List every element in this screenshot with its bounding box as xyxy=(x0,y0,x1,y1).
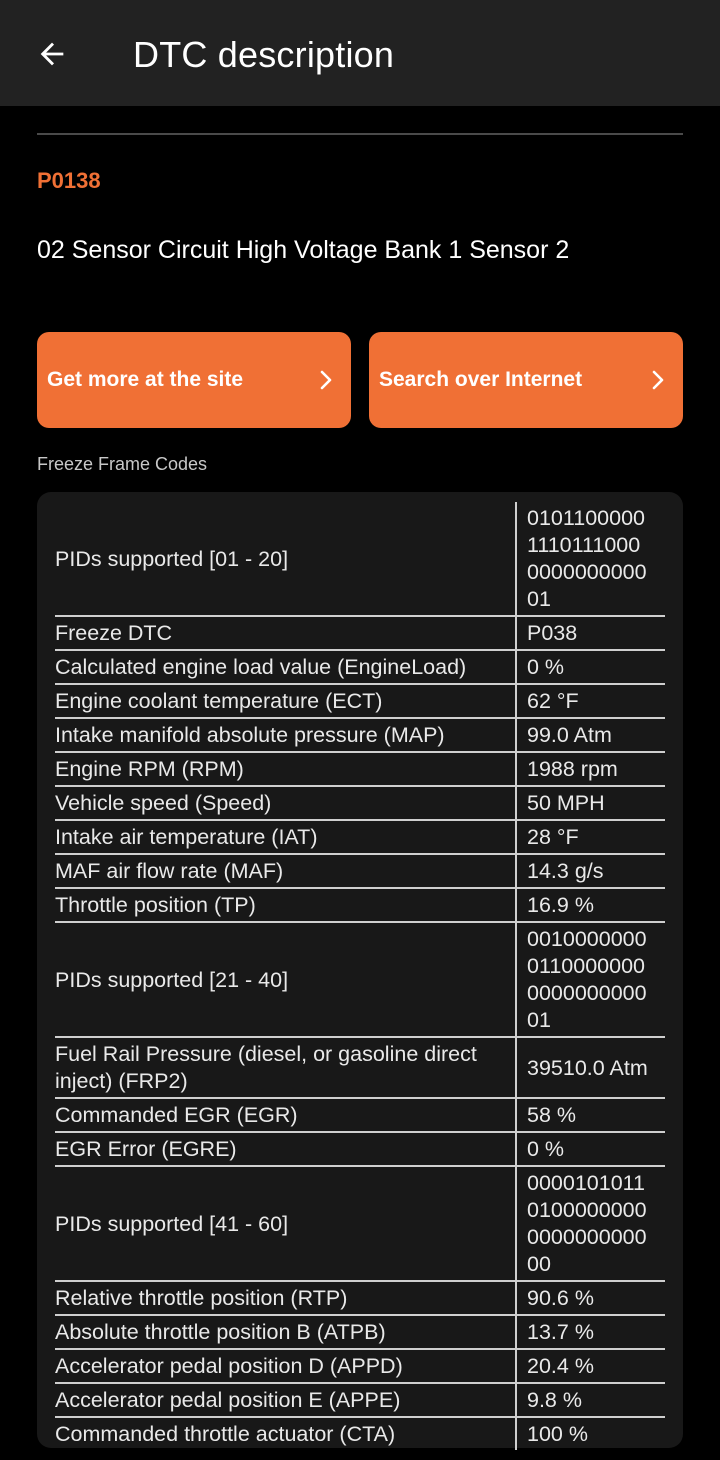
table-row xyxy=(55,854,665,888)
pid-name: Throttle position (TP) xyxy=(55,888,516,922)
table-row xyxy=(55,752,665,786)
arrow-left-icon xyxy=(35,37,69,71)
pid-value: 99.0 Atm xyxy=(516,718,665,752)
table-row xyxy=(55,1098,665,1132)
pid-name: Commanded throttle actuator (CTA) xyxy=(55,1422,396,1446)
freeze-frame-label: Freeze Frame Codes xyxy=(37,454,208,474)
table-row xyxy=(55,1417,665,1450)
pid-name: Calculated engine load value (EngineLoad) xyxy=(55,650,516,684)
table-row xyxy=(55,786,665,820)
pid-name: Relative throttle position (RTP) xyxy=(55,1281,516,1315)
pid-value: 39510.0 Atm xyxy=(516,1037,665,1098)
table-row xyxy=(55,820,665,854)
pid-name: MAF air flow rate (MAF) xyxy=(55,854,516,888)
pid-name: Freeze DTC xyxy=(55,616,516,650)
pid-value: 90.6 % xyxy=(516,1281,665,1315)
search-over-internet-label: Search over Internet xyxy=(379,368,583,391)
chevron-right-icon xyxy=(651,369,665,391)
pid-name: Fuel Rail Pressure (diesel, or gasoline direct inject) (FRP2) xyxy=(55,1037,516,1098)
dtc-code: P0138 xyxy=(37,168,101,193)
pid-value: 62 °F xyxy=(516,684,665,718)
table-row xyxy=(55,684,665,718)
pid-name: PIDs supported [01 - 20] xyxy=(55,502,516,616)
pid-value: 1988 rpm xyxy=(516,752,665,786)
dtc-description: 02 Sensor Circuit High Voltage Bank 1 Sensor 2 xyxy=(37,236,570,264)
back-button[interactable] xyxy=(26,28,78,80)
search-over-internet-button[interactable] xyxy=(369,332,683,428)
pid-value: P038 xyxy=(516,616,665,650)
pid-name: Vehicle speed (Speed) xyxy=(55,786,516,820)
app-bar xyxy=(0,0,720,106)
pid-value: 16.9 % xyxy=(516,888,665,922)
table-row xyxy=(55,1349,665,1383)
pid-value: 13.7 % xyxy=(516,1315,665,1349)
pid-name: PIDs supported [21 - 40] xyxy=(55,922,516,1037)
table-row xyxy=(55,650,665,684)
get-more-at-site-label: Get more at the site xyxy=(47,368,244,391)
table-row xyxy=(55,1383,665,1417)
pid-name: Engine coolant temperature (ECT) xyxy=(55,684,516,718)
pid-name: Accelerator pedal position E (APPE) xyxy=(55,1383,516,1417)
table-row xyxy=(55,1037,665,1098)
table-row xyxy=(55,718,665,752)
divider xyxy=(37,133,683,135)
pid-value: 0010000000 0110000000 0000000000 01 xyxy=(516,922,665,1037)
pid-name: EGR Error (EGRE) xyxy=(55,1132,516,1166)
get-more-at-site-button[interactable] xyxy=(37,332,351,428)
pid-value: 0101100000 1110111000 0000000000 01 xyxy=(516,502,665,616)
table-row xyxy=(55,922,665,1037)
pid-name: Accelerator pedal position D (APPD) xyxy=(55,1349,516,1383)
table-row xyxy=(55,502,665,616)
pid-value: 20.4 % xyxy=(516,1349,665,1383)
pid-name: PIDs supported [41 - 60] xyxy=(55,1166,516,1281)
pid-value: 100 % xyxy=(516,1417,665,1450)
table-row xyxy=(55,1166,665,1281)
pid-value: 0 % xyxy=(516,1132,665,1166)
pid-name: Intake manifold absolute pressure (MAP) xyxy=(55,718,516,752)
chevron-right-icon xyxy=(319,369,333,391)
table-row xyxy=(55,888,665,922)
pid-value: 28 °F xyxy=(516,820,665,854)
table-row xyxy=(55,616,665,650)
page-title: DTC description xyxy=(133,34,395,75)
pid-value: 0 % xyxy=(516,650,665,684)
pid-name: Commanded EGR (EGR) xyxy=(55,1098,516,1132)
table-row xyxy=(55,1132,665,1166)
pid-value: 9.8 % xyxy=(516,1383,665,1417)
pid-value: 50 MPH xyxy=(516,786,665,820)
freeze-frame-table xyxy=(55,502,665,1450)
table-row xyxy=(55,1281,665,1315)
pid-value: 14.3 g/s xyxy=(516,854,665,888)
freeze-frame-panel xyxy=(37,492,683,1448)
pid-name: Engine RPM (RPM) xyxy=(55,752,516,786)
pid-name: Absolute throttle position B (ATPB) xyxy=(55,1315,516,1349)
pid-value: 58 % xyxy=(516,1098,665,1132)
table-row xyxy=(55,1315,665,1349)
pid-name: Intake air temperature (IAT) xyxy=(55,820,516,854)
pid-value: 0000101011 0100000000 0000000000 00 xyxy=(516,1166,665,1281)
